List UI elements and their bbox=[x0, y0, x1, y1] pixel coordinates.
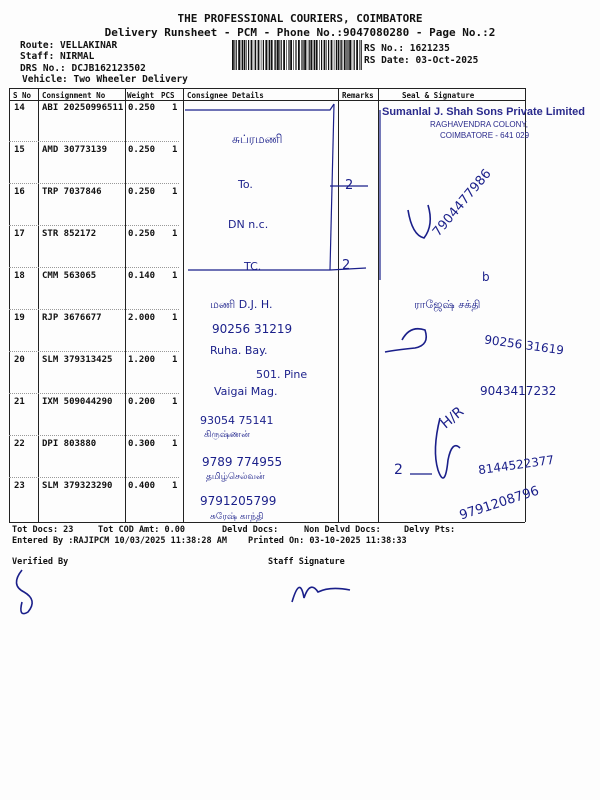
bracket-stroke bbox=[185, 104, 334, 110]
row-weight: 0.140 bbox=[128, 271, 156, 281]
handwritten-note: தமிழ்செல்வன் bbox=[206, 472, 265, 482]
row-consignment-no: RJP 3676677 bbox=[42, 313, 102, 323]
row-sno: 18 bbox=[14, 271, 25, 281]
handwritten-phone: 90256 31619 bbox=[483, 332, 565, 358]
runsheet-subtitle: Delivery Runsheet - PCM - Phone No.:9047080280 - Page No.:2 bbox=[104, 26, 496, 39]
row-sno: 14 bbox=[14, 103, 25, 113]
handwritten-note: சுரேஷ் காந்தி bbox=[210, 512, 264, 522]
row-pcs: 1 bbox=[172, 397, 178, 407]
handwritten-note: கிருஷ்ணன் bbox=[204, 430, 250, 440]
row-weight: 2.000 bbox=[128, 313, 156, 323]
rs-date: RS Date: 03-Oct-2025 bbox=[364, 55, 479, 66]
company-name: THE PROFESSIONAL COURIERS, COIMBATORE bbox=[177, 12, 423, 25]
row-consignment-no: CMM 563065 bbox=[42, 271, 97, 281]
handwritten-note: Ruha. Bay. bbox=[210, 344, 268, 357]
col-header-consignee: Consignee Details bbox=[187, 91, 264, 100]
vehicle-label: Vehicle: Two Wheeler Delivery bbox=[22, 74, 188, 85]
handwritten-note: TC. bbox=[244, 260, 262, 273]
verified-signature-stroke bbox=[16, 570, 32, 614]
signature-stroke bbox=[408, 205, 430, 238]
row-pcs: 1 bbox=[172, 229, 178, 239]
row-consignment-no: DPI 803880 bbox=[42, 439, 97, 449]
row-weight: 0.250 bbox=[128, 103, 156, 113]
handwritten-phone: 9043417232 bbox=[480, 384, 557, 398]
row-consignment-no: SLM 379323290 bbox=[42, 481, 113, 491]
handwritten-phone: 8144522377 bbox=[477, 452, 555, 478]
handwritten-note: 2 bbox=[345, 178, 354, 193]
row-pcs: 1 bbox=[172, 271, 178, 281]
row-pcs: 1 bbox=[172, 313, 178, 323]
company-stamp-address: RAGHAVENDRA COLONY, bbox=[430, 120, 528, 129]
delivered-docs: Delvd Docs: bbox=[222, 525, 279, 535]
handwritten-note: 90256 31219 bbox=[212, 322, 293, 336]
company-stamp-name: Sumanlal J. Shah Sons Private Limited bbox=[382, 106, 585, 118]
col-header-remarks: Remarks bbox=[342, 91, 374, 100]
bracket-stroke bbox=[330, 104, 334, 270]
handwritten-note: DN n.c. bbox=[228, 218, 269, 231]
drs-number: DRS No.: DCJB162123502 bbox=[20, 63, 146, 74]
handwritten-mark: b bbox=[482, 270, 490, 284]
row-sno: 22 bbox=[14, 439, 25, 449]
row-pcs: 1 bbox=[172, 103, 178, 113]
row-consignment-no: ABI 20250996511 bbox=[42, 103, 124, 113]
handwritten-note: Vaigai Mag. bbox=[214, 385, 278, 398]
col-header-weight: Weight bbox=[127, 91, 155, 100]
row-sno: 20 bbox=[14, 355, 25, 365]
row-sno: 15 bbox=[14, 145, 25, 155]
total-cod-amount: Tot COD Amt: 0.00 bbox=[98, 525, 185, 535]
handwritten-note: To. bbox=[238, 178, 253, 191]
entered-by: Entered By :RAJIPCM 10/03/2025 11:38:28 AM bbox=[12, 536, 227, 546]
row-weight: 0.300 bbox=[128, 439, 156, 449]
row-pcs: 1 bbox=[172, 355, 178, 365]
row-weight: 0.400 bbox=[128, 481, 156, 491]
handwritten-count: 2 bbox=[394, 462, 403, 478]
row-sno: 19 bbox=[14, 313, 25, 323]
row-consignment-no: AMD 30773139 bbox=[42, 145, 108, 155]
handwritten-note: 501. Pine bbox=[256, 368, 308, 381]
company-stamp-city: COIMBATORE - 641 029 bbox=[440, 131, 530, 140]
non-delivered-docs: Non Delvd Docs: bbox=[304, 525, 381, 535]
handwritten-note: 9791205799 bbox=[200, 494, 277, 508]
row-sno: 17 bbox=[14, 229, 25, 239]
rs-number: RS No.: 1621235 bbox=[364, 43, 450, 54]
total-docs: Tot Docs: 23 bbox=[12, 525, 74, 535]
handwritten-note: சுப்ரமணி bbox=[232, 132, 283, 146]
row-sno: 21 bbox=[14, 397, 25, 407]
col-header-pcs: PCS bbox=[161, 91, 175, 100]
route-label: Route: VELLAKINAR bbox=[20, 40, 118, 51]
handwritten-note: 93054 75141 bbox=[200, 414, 274, 427]
row-weight: 0.250 bbox=[128, 145, 156, 155]
staff-signature-stroke bbox=[292, 587, 350, 602]
delivery-points: Delvy Pts: bbox=[404, 525, 456, 535]
row-sno: 23 bbox=[14, 481, 25, 491]
handwritten-note: 2 bbox=[342, 258, 351, 273]
row-pcs: 1 bbox=[172, 145, 178, 155]
row-pcs: 1 bbox=[172, 481, 178, 491]
row-consignment-no: STR 852172 bbox=[42, 229, 97, 239]
handwritten-phone: 9791208796 bbox=[457, 483, 542, 524]
handwritten-note: மணி D.J. H. bbox=[210, 298, 273, 311]
row-weight: 0.250 bbox=[128, 229, 156, 239]
handwritten-signature: ராஜேஷ் சக்தி bbox=[414, 298, 481, 311]
handwritten-note: 9789 774955 bbox=[202, 455, 283, 469]
row-weight: 0.200 bbox=[128, 397, 156, 407]
row-consignment-no: SLM 379313425 bbox=[42, 355, 113, 365]
staff-signature-label: Staff Signature bbox=[268, 557, 345, 567]
col-header-sno: S No bbox=[13, 91, 32, 100]
row-pcs: 1 bbox=[172, 187, 178, 197]
row-consignment-no: TRP 7037846 bbox=[42, 187, 102, 197]
handwritten-phone: 7904477986 bbox=[430, 166, 495, 240]
handwritten-initials: H/R bbox=[437, 403, 468, 433]
row-weight: 0.250 bbox=[128, 187, 156, 197]
col-header-seal: Seal & Signature bbox=[402, 91, 475, 100]
row-consignment-no: IXM 509044290 bbox=[42, 397, 113, 407]
col-header-consignment: Consignment No bbox=[42, 91, 106, 100]
staff-label: Staff: NIRMAL bbox=[20, 51, 95, 62]
row-sno: 16 bbox=[14, 187, 25, 197]
row-weight: 1.200 bbox=[128, 355, 156, 365]
row-pcs: 1 bbox=[172, 439, 178, 449]
verified-by-label: Verified By bbox=[12, 557, 69, 567]
signature-stroke bbox=[385, 329, 426, 352]
printed-on: Printed On: 03-10-2025 11:38:33 bbox=[248, 536, 407, 546]
